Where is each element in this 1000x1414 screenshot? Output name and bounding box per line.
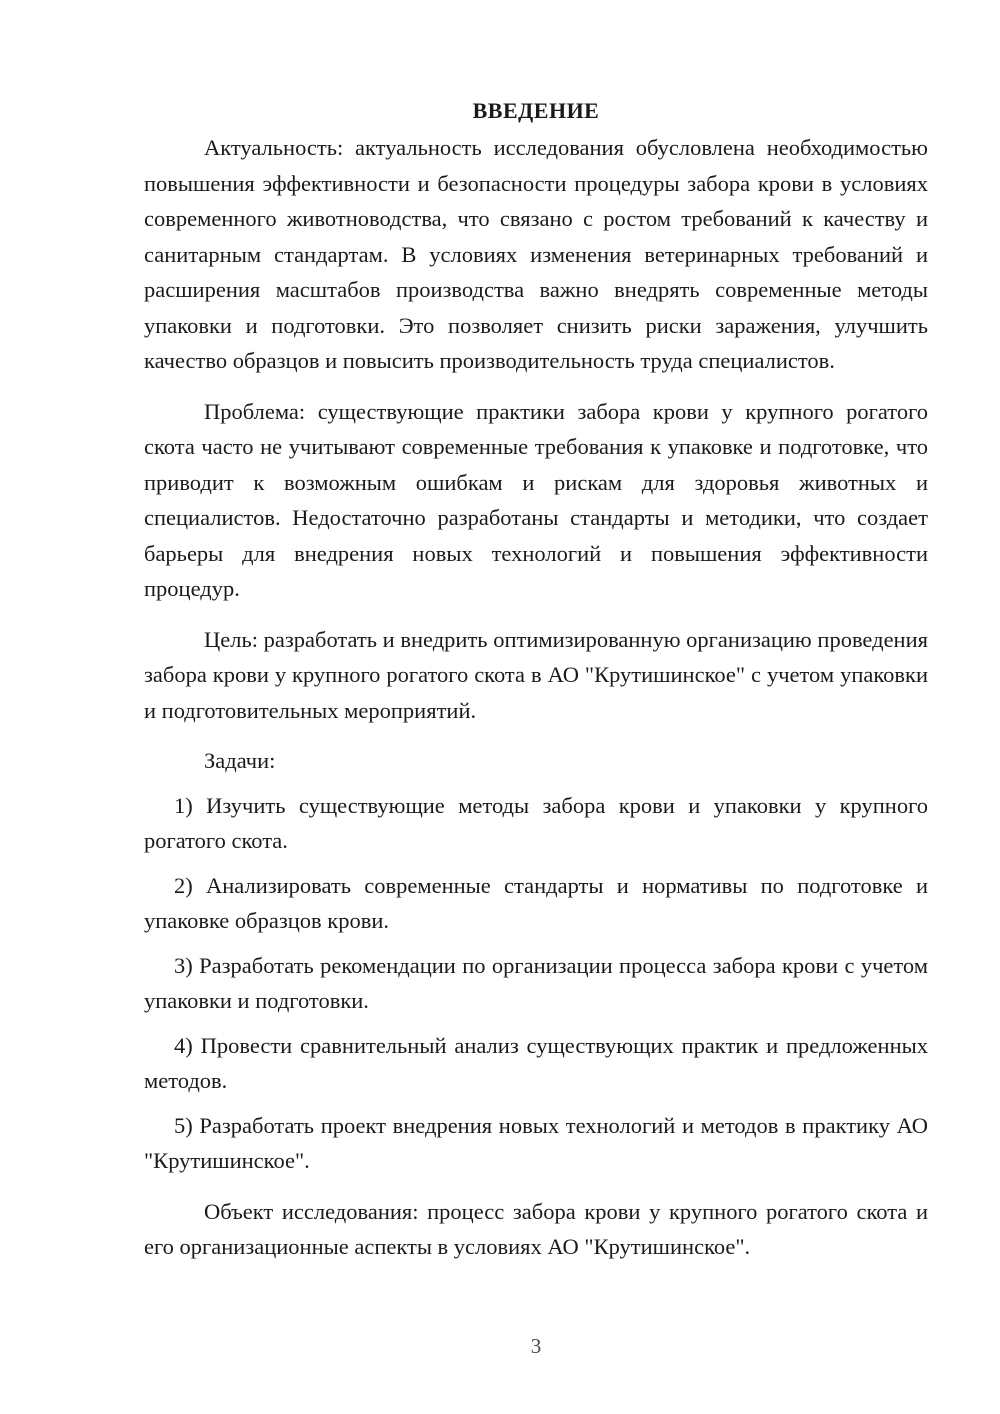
task-item-3: 3) Разработать рекомендации по организации процесса забора крови с учетом упаковки и подготовки. [144,952,928,1013]
section-title: ВВЕДЕНИЕ [472,98,600,123]
task-item-2: 2) Анализировать современные стандарты и нормативы по подготовке и упаковке образцов крови. [144,872,928,933]
document-page [144,96,928,1265]
goal-paragraph: Цель: разработать и внедрить оптимизированную организацию проведения забора крови у крупного рогатого скота в АО "Крутишинское" с учетом упаковки и подготовительных мероприятий. [144,626,928,723]
tasks-heading: Задачи: [204,748,276,773]
relevance-paragraph: Актуальность: актуальность исследования обусловлена необходимостью повышения эффективности и безопасности процедуры забора крови в условиях современного животноводства, что связано с ростом требований к качеству и санитарным стандартам. В условиях изменения ветеринарных требований и расширения масштабов производства важно внедрять современные методы упаковки и подготовки. Это позволяет снизить риски заражения, улучшить качество образцов и повысить производительность труда специалистов. [144,135,928,373]
task-item-4: 4) Провести сравнительный анализ существующих практик и предложенных методов. [144,1032,928,1093]
page-number: 3 [530,1334,542,1358]
research-object-paragraph: Объект исследования: процесс забора крови у крупного рогатого скота и его организационные аспекты в условиях АО "Крутишинское". [144,1198,928,1259]
problem-paragraph: Проблема: существующие практики забора крови у крупного рогатого скота часто не учитывают современные требования к упаковке и подготовке, что приводит к возможным ошибкам и рискам для здоровья животных и специалистов. Недостаточно разработаны стандарты и методики, что создает барьеры для внедрения новых технологий и повышения эффективности процедур. [144,398,928,601]
task-item-5: 5) Разработать проект внедрения новых технологий и методов в практику АО "Крутишинское". [144,1112,928,1173]
task-item-1: 1) Изучить существующие методы забора крови и упаковки у крупного рогатого скота. [144,792,928,853]
